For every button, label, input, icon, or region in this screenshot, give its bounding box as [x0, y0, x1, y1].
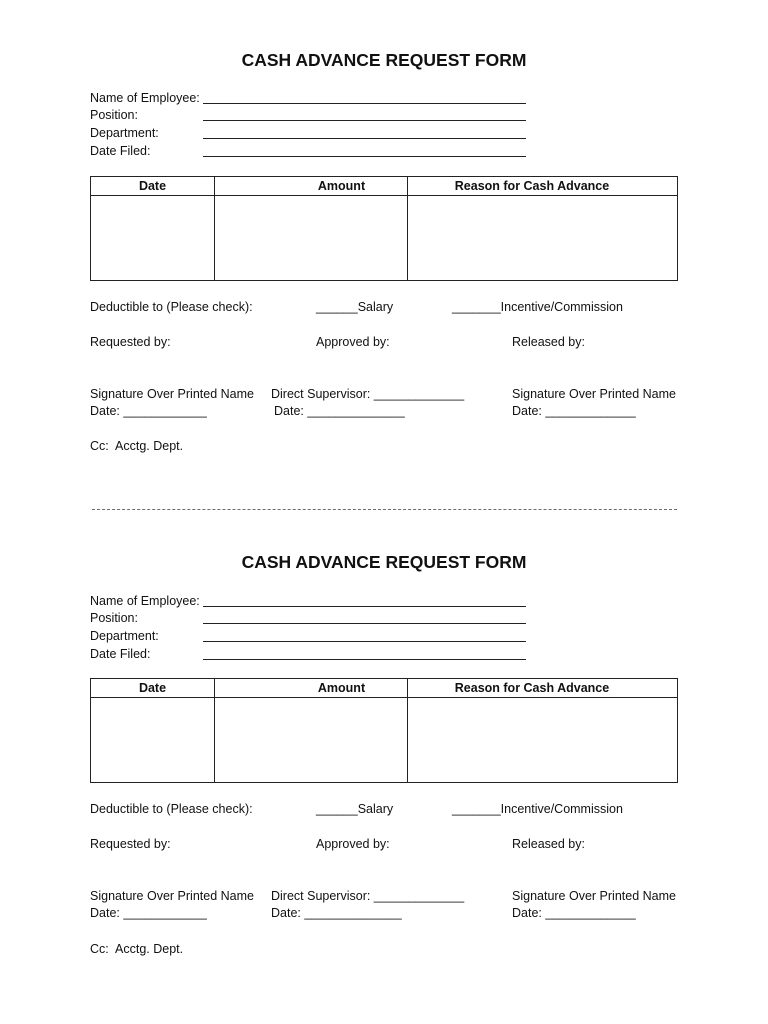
- salary-checkbox[interactable]: ______Salary: [316, 802, 394, 816]
- employee-name-label: Name of Employee:: [90, 594, 200, 608]
- date-field-right[interactable]: Date: _____________: [512, 906, 636, 920]
- position-field[interactable]: [203, 120, 526, 121]
- signature-printed-name-right[interactable]: Signature Over Printed Name: [512, 387, 676, 401]
- employee-name-label: Name of Employee:: [90, 91, 200, 105]
- reason-cell[interactable]: [408, 698, 677, 782]
- direct-supervisor-field[interactable]: Direct Supervisor: _____________: [271, 889, 465, 903]
- requested-by-label: Requested by:: [90, 837, 171, 851]
- department-label: Department:: [90, 629, 159, 643]
- form-title: CASH ADVANCE REQUEST FORM: [241, 552, 527, 572]
- position-field[interactable]: [203, 623, 526, 624]
- date-cell[interactable]: [91, 196, 214, 280]
- position-label: Position:: [90, 108, 138, 122]
- date-cell[interactable]: [91, 698, 214, 782]
- amount-cell[interactable]: [215, 698, 407, 782]
- date-field-left[interactable]: Date: ____________: [90, 404, 207, 418]
- date-field-right[interactable]: Date: _____________: [512, 404, 636, 418]
- column-header-reason: Reason for Cash Advance: [454, 179, 610, 193]
- form-title: CASH ADVANCE REQUEST FORM: [241, 50, 527, 70]
- approved-by-label: Approved by:: [316, 335, 390, 349]
- salary-checkbox[interactable]: ______Salary: [316, 300, 394, 314]
- date-field-middle[interactable]: Date: ______________: [274, 404, 405, 418]
- signature-printed-name-right[interactable]: Signature Over Printed Name: [512, 889, 676, 903]
- position-label: Position:: [90, 611, 138, 625]
- incentive-checkbox[interactable]: _______Incentive/Commission: [452, 802, 623, 816]
- incentive-checkbox[interactable]: _______Incentive/Commission: [452, 300, 623, 314]
- deductible-label: Deductible to (Please check):: [90, 300, 253, 314]
- date-field-left[interactable]: Date: ____________: [90, 906, 207, 920]
- reason-cell[interactable]: [408, 196, 677, 280]
- cash-advance-table: [90, 176, 678, 281]
- column-header-reason: Reason for Cash Advance: [454, 681, 610, 695]
- date-filed-label: Date Filed:: [90, 144, 151, 158]
- date-filed-label: Date Filed:: [90, 647, 151, 661]
- released-by-label: Released by:: [512, 335, 585, 349]
- deductible-label: Deductible to (Please check):: [90, 802, 253, 816]
- column-header-amount: Amount: [317, 179, 366, 193]
- department-field[interactable]: [203, 138, 526, 139]
- department-label: Department:: [90, 126, 159, 140]
- signature-printed-name-left[interactable]: Signature Over Printed Name: [90, 889, 254, 903]
- cc-note: Cc: Acctg. Dept.: [90, 942, 184, 956]
- date-filed-field[interactable]: [203, 156, 526, 157]
- column-header-date: Date: [138, 179, 167, 193]
- direct-supervisor-field[interactable]: Direct Supervisor: _____________: [271, 387, 465, 401]
- date-field-middle[interactable]: Date: ______________: [271, 906, 402, 920]
- department-field[interactable]: [203, 641, 526, 642]
- cash-advance-form-1: [0, 0, 768, 500]
- requested-by-label: Requested by:: [90, 335, 171, 349]
- column-header-date: Date: [138, 681, 167, 695]
- employee-name-field[interactable]: [203, 103, 526, 104]
- amount-cell[interactable]: [215, 196, 407, 280]
- date-filed-field[interactable]: [203, 659, 526, 660]
- approved-by-label: Approved by:: [316, 837, 390, 851]
- employee-name-field[interactable]: [203, 606, 526, 607]
- released-by-label: Released by:: [512, 837, 585, 851]
- column-header-amount: Amount: [317, 681, 366, 695]
- cash-advance-form-2: [0, 502, 768, 1002]
- cash-advance-table: [90, 678, 678, 783]
- cc-note: Cc: Acctg. Dept.: [90, 439, 184, 453]
- signature-printed-name-left[interactable]: Signature Over Printed Name: [90, 387, 254, 401]
